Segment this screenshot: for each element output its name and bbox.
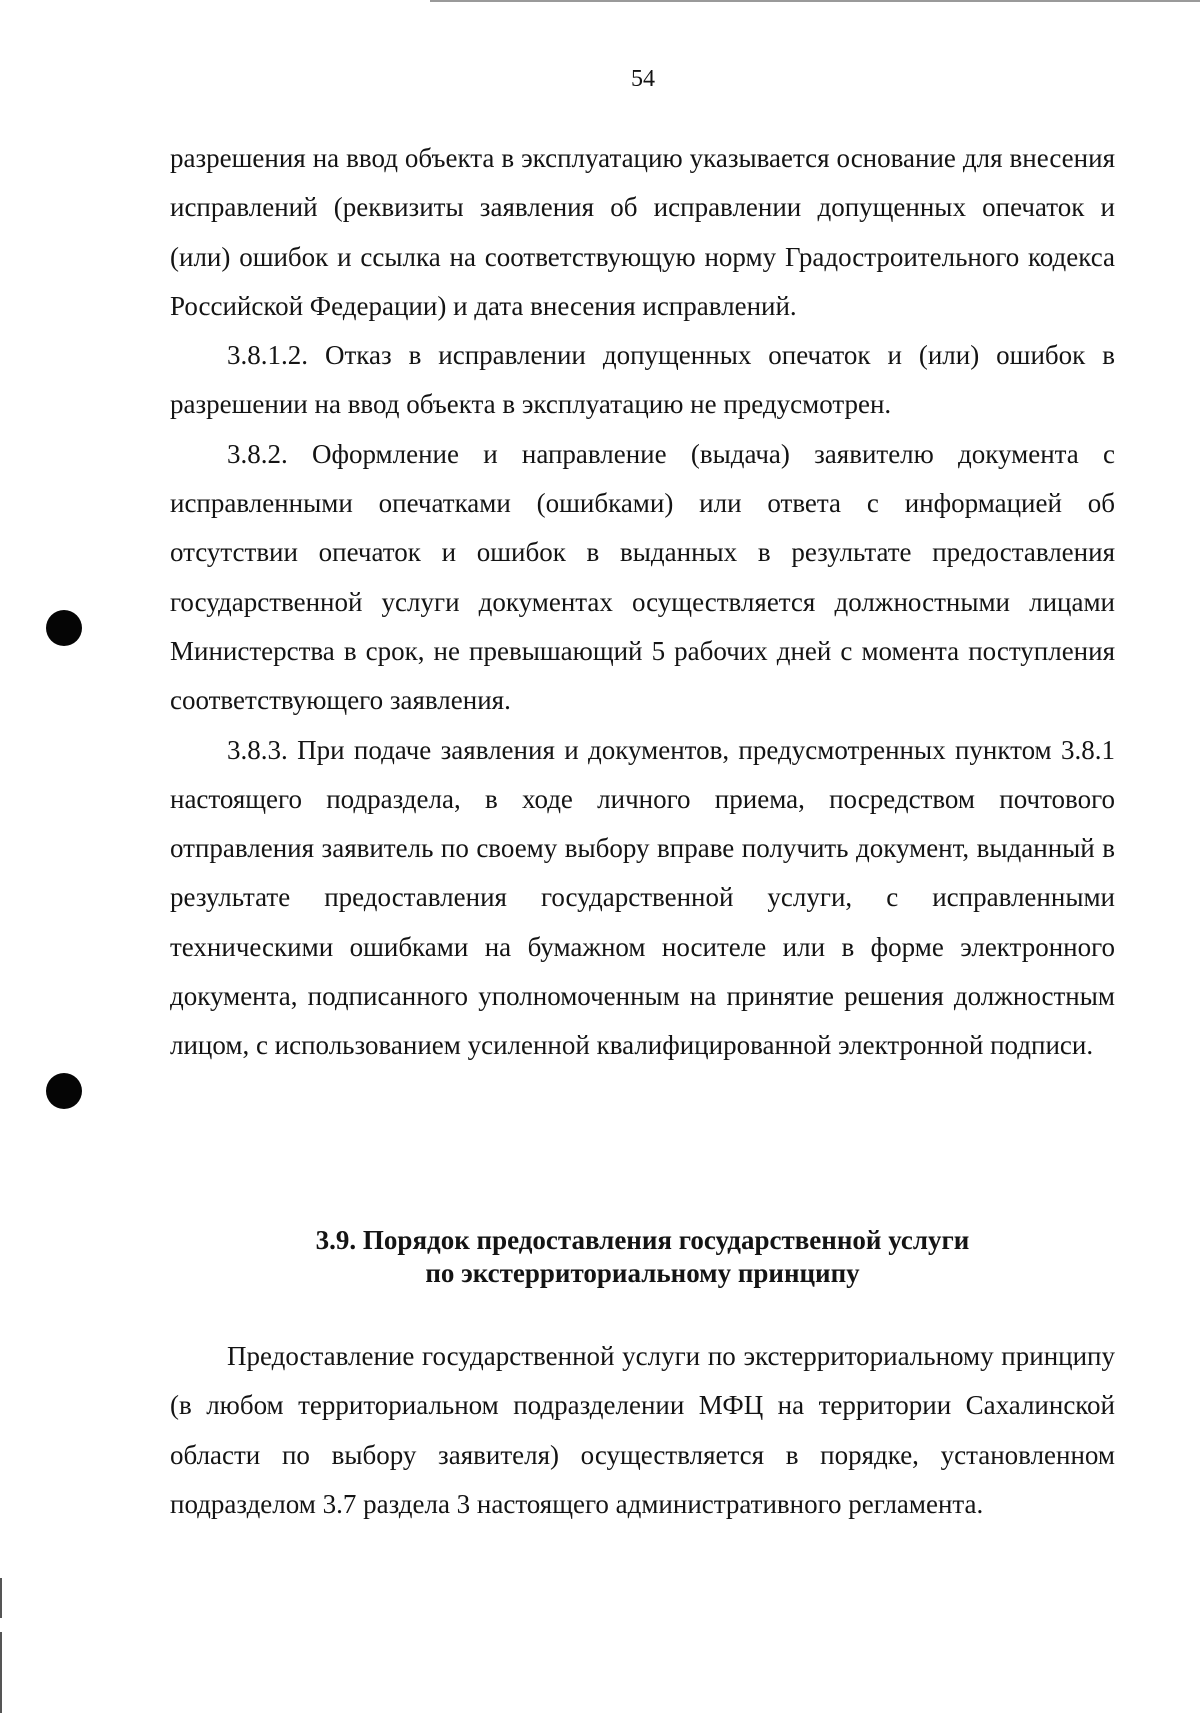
paragraph-3-8-1-2: 3.8.1.2. Отказ в исправлении допущенных опечаток и (или) ошибок в разрешении на ввод объекта в эксплуатацию не предусмотрен. — [170, 340, 1115, 420]
body-text-bottom — [170, 1332, 1115, 1529]
section-heading-line-1: 3.9. Порядок предоставления государственной услуги — [315, 1225, 970, 1255]
binder-hole-mark — [46, 1073, 82, 1109]
top-edge-line — [430, 0, 1200, 2]
binder-hole-mark — [46, 610, 82, 646]
paragraph-3-8-2: 3.8.2. Оформление и направление (выдача) заявителю документа с исправленными опечатками (ошибками) или ответа с информацией об отсутствии опечаток и ошибок в выданных в результате предоставления государственной услуги документах осуществляется должностными лицами Министерства в срок, не превышающий 5 рабочих дней с момента поступления соответствующего заявления. — [170, 438, 1115, 716]
scan-edge-mark — [0, 1632, 2, 1713]
paragraph-continuation: разрешения на ввод объекта в эксплуатацию указывается основание для внесения исправлений (реквизиты заявления об исправлении допущенных опечаток и (или) ошибок и ссылка на соответствующую норму Градостроительного кодекса Российской Федерации) и дата внесения исправлений. — [170, 143, 1115, 321]
section-heading-3-9 — [170, 1224, 1115, 1290]
section-heading-line-2: по экстерриториальному принципу — [425, 1258, 860, 1288]
paragraph-3-8-3: 3.8.3. При подаче заявления и документов, предусмотренных пунктом 3.8.1 настоящего подраздела, в ходе личного приема, посредством почтового отправления заявитель по своему выбору вправе получить документ, выданный в результате предоставления государственной услуги, с исправленными техническими ошибками на бумажном носителе или в форме электронного документа, подписанного уполномоченным на принятие решения должностным лицом, с использованием усиленной квалифицированной электронной подписи. — [170, 734, 1115, 1061]
page-number: 54 — [631, 66, 655, 92]
paragraph-3-9: Предоставление государственной услуги по экстерриториальному принципу (в любом территориальном подразделении МФЦ на территории Сахалинской области по выбору заявителя) осуществляется в порядке, установленном подразделом 3.7 раздела 3 настоящего административного регламента. — [170, 1341, 1115, 1519]
scan-edge-mark — [0, 1578, 2, 1618]
body-text-top — [170, 134, 1115, 1071]
